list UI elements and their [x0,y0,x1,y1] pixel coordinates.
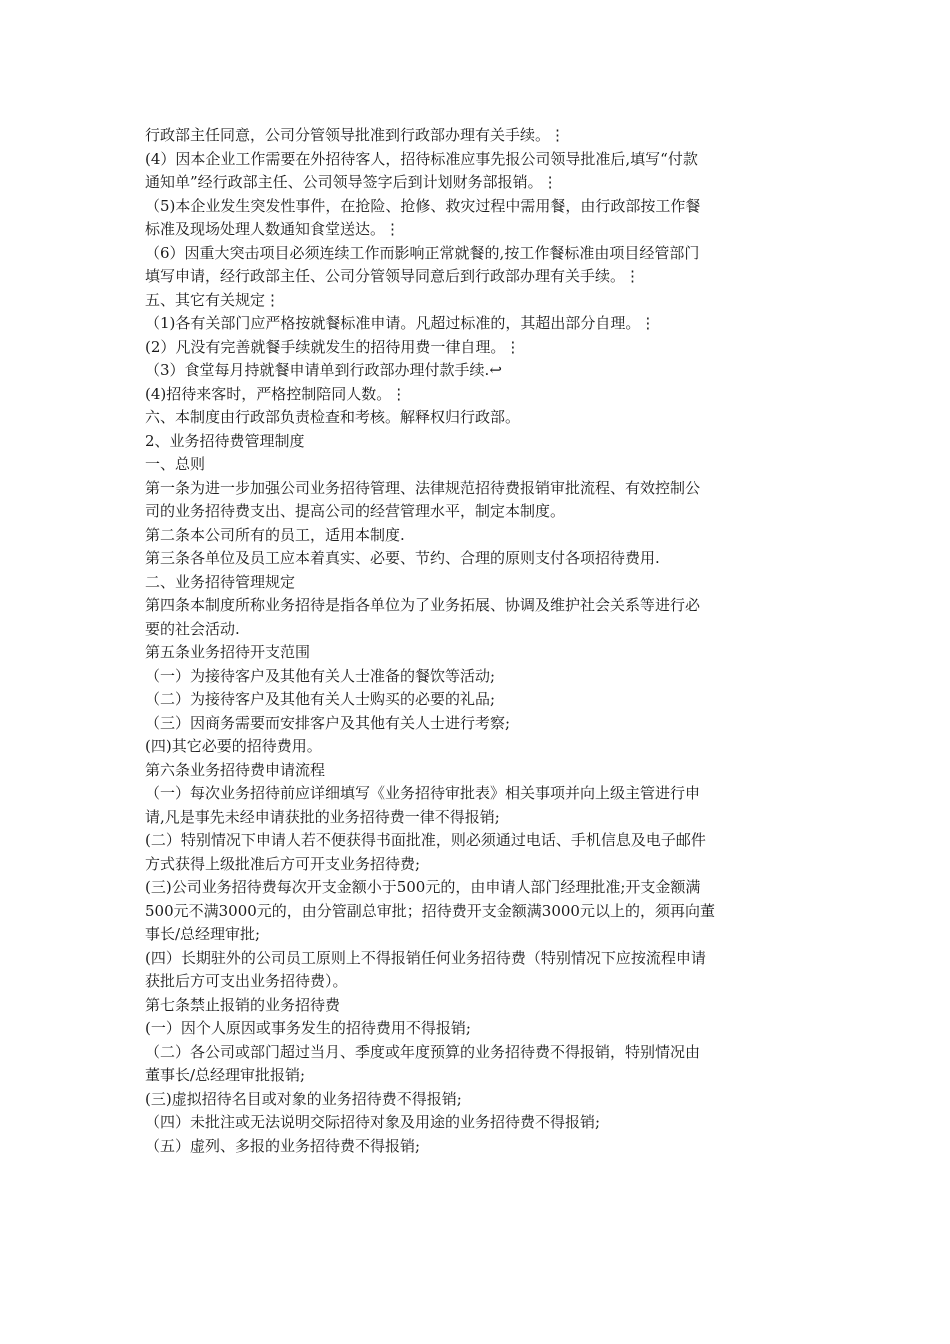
section-heading: 五、其它有关规定⋮ [145,290,281,309]
section-heading: 一、总则 [145,455,206,473]
text-line: 500元不满3000元的，由分管副总审批；招待费开支金额满3000元以上的，须再向董 [145,901,715,920]
text-line: 第三条各单位及员工应本着真实、必要、节约、合理的原则支付各项招待费用. [145,549,660,567]
text-line: （6）因重大突击项目必须连续工作而影响正常就餐的,按工作餐标准由项目经管部门 [145,243,700,262]
text-line: 行政部主任同意，公司分管领导批准到行政部办理有关手续。⋮ [145,126,566,144]
text-line: 请,凡是事先未经申请获批的业务招待费一律不得报销; [145,807,500,826]
text-line: 司的业务招待费支出、提高公司的经营管理水平，制定本制度。 [145,502,566,520]
text-line: (四)其它必要的招待费用。 [145,737,322,755]
text-line: （一）每次业务招待前应详细填写《业务招待审批表》相关事项并向上级主管进行申 [145,784,701,802]
text-line: （二）各公司或部门超过当月、季度或年度预算的业务招待费不得报销，特别情况由 [145,1042,701,1061]
text-line: 第六条业务招待费申请流程 [145,760,326,779]
text-line: 方式获得上级批准后方可开支业务招待费; [145,854,421,873]
text-line: (二）特别情况下申请人若不便获得书面批准，则必须通过电话、手机信息及电子邮件 [145,831,706,849]
text-line: (4)招待来客时，严格控制陪同人数。⋮ [145,384,407,403]
text-line: (4）因本企业工作需要在外招待客人，招待标准应事先报公司领导批准后,填写“付款 [145,149,698,168]
text-line: （四）未批注或无法说明交际招待对象及用途的业务招待费不得报销; [145,1113,601,1131]
text-line: 通知单”经行政部主任、公司领导签字后到计划财务部报销。⋮ [145,173,558,191]
text-line: 要的社会活动. [145,619,240,638]
text-line: 第一条为进一步加强公司业务招待管理、法律规范招待费报销审批流程、有效控制公 [145,478,701,497]
text-line: （一）为接待客户及其他有关人士准备的餐饮等活动; [145,666,496,685]
text-line: 填写申请，经行政部主任、公司分管领导同意后到行政部办理有关手续。⋮ [145,267,641,285]
text-line: 获批后方可支出业务招待费）。 [145,972,348,990]
text-line: 事长/总经理审批; [145,925,261,943]
text-line: （五）虚列、多报的业务招待费不得报销; [145,1136,421,1155]
text-line: (三)虚拟招待名目或对象的业务招待费不得报销; [145,1089,462,1108]
text-line: （3）食堂每月持就餐申请单到行政部办理付款手续.↩ [145,361,502,379]
document-title: 2、业务招待费管理制度 [145,431,305,450]
text-line: 第四条本制度所称业务招待是指各单位为了业务拓展、协调及维护社会关系等进行必 [145,596,701,614]
text-line: (四）长期驻外的公司员工原则上不得报销任何业务招待费（特别情况下应按流程申请 [145,948,706,967]
text-line: （5)本企业发生突发性事件，在抢险、抢修、救灾过程中需用餐，由行政部按工作餐 [145,196,701,215]
text-line: （1)各有关部门应严格按就餐标准申请。凡超过标准的，其超出部分自理。⋮ [145,314,656,332]
text-line: 标准及现场处理人数通知食堂送达。⋮ [145,220,401,238]
text-line: 第七条禁止报销的业务招待费 [145,995,341,1014]
text-line: (三)公司业务招待费每次开支金额小于500元的，由申请人部门经理批准;开支金额满 [145,878,701,896]
text-line: 第五条业务招待开支范围 [145,643,311,661]
section-heading: 二、业务招待管理规定 [145,572,296,591]
text-line: (一）因个人原因或事务发生的招待费用不得报销; [145,1019,471,1037]
document-page [145,124,813,1158]
text-line: (2）凡没有完善就餐手续就发生的招待用费一律自理。⋮ [145,337,521,356]
section-heading: 六、本制度由行政部负责检查和考核。解释权归行政部。 [145,408,521,426]
text-line: （三）因商务需要而安排客户及其他有关人士进行考察; [145,713,511,732]
text-line: 第二条本公司所有的员工，适用本制度. [145,525,405,544]
text-line: 董事长/总经理审批报销; [145,1066,306,1084]
text-line: （二）为接待客户及其他有关人士购买的必要的礼品; [145,690,496,708]
